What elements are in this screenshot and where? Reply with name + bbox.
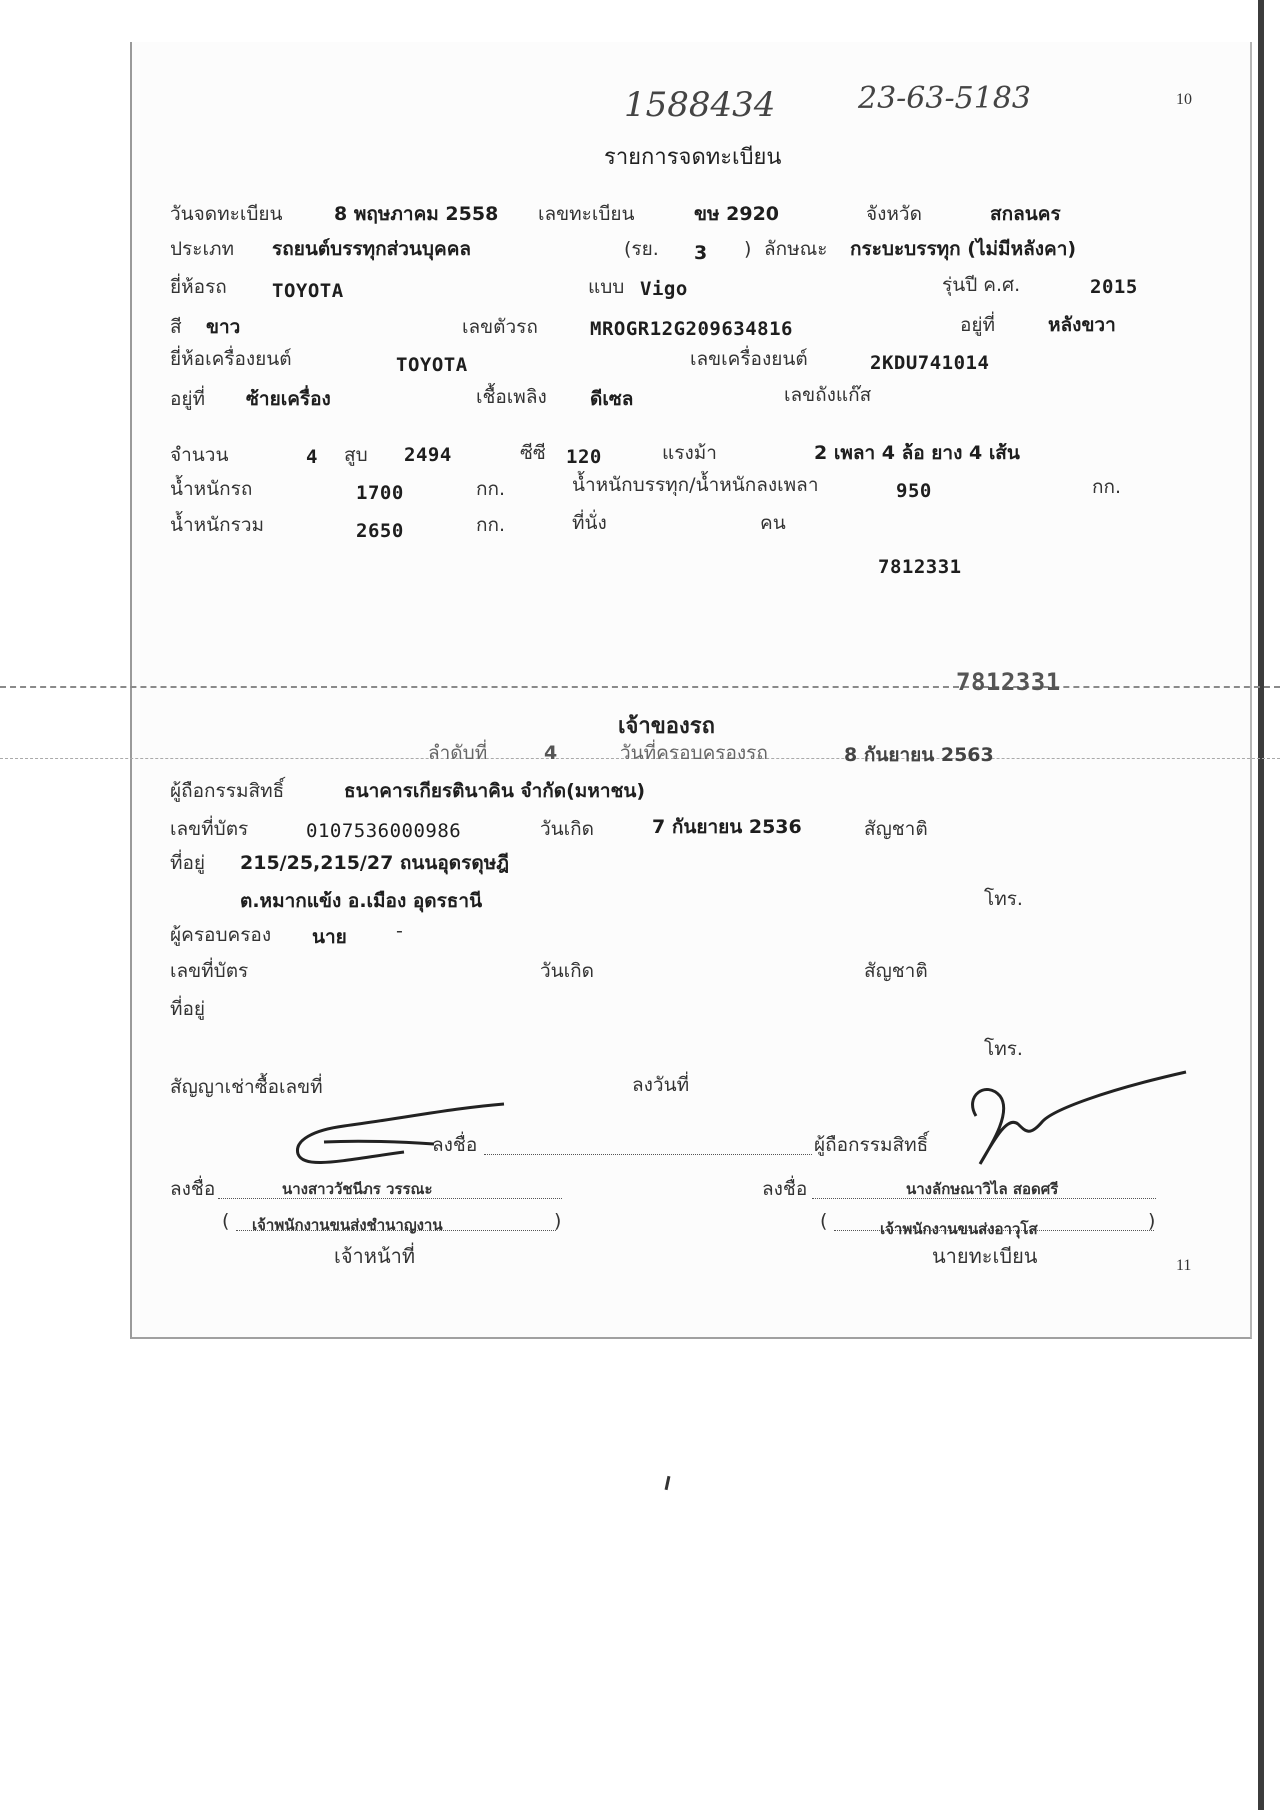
fuel-value: ดีเซล <box>590 388 634 410</box>
cc-value: 120 <box>566 446 602 468</box>
horsepower-label: แรงม้า <box>662 442 717 464</box>
province-label: จังหวัด <box>866 203 922 225</box>
engine-number-value: 2KDU741014 <box>870 352 990 374</box>
phone-label: โทร. <box>984 888 1023 910</box>
right-signature-scribble <box>956 1066 1196 1186</box>
page-number-top: 10 <box>1176 91 1192 108</box>
brand-value: TOYOTA <box>272 280 344 302</box>
model-label: แบบ <box>588 276 625 298</box>
sign-line-mid <box>484 1154 812 1155</box>
left-signature-scribble <box>284 1096 534 1176</box>
seat-label: ที่นั่ง <box>572 512 607 534</box>
load-value: 950 <box>896 480 932 502</box>
address2-label: ที่อยู่ <box>170 998 206 1020</box>
serial-number: 7812331 <box>878 556 962 578</box>
address-label: ที่อยู่ <box>170 852 206 874</box>
province-value: สกลนคร <box>990 203 1061 225</box>
engine-number-label: เลขเครื่องยนต์ <box>690 348 808 370</box>
nationality-label: สัญชาติ <box>864 818 928 840</box>
right-role: นายทะเบียน <box>932 1244 1038 1268</box>
order-value: 4 <box>544 742 558 764</box>
left-sign-label: ลงชื่อ <box>170 1178 216 1200</box>
engine-brand-label: ยี่ห้อเครื่องยนต์ <box>170 348 292 370</box>
engine-brand-value: TOYOTA <box>396 354 468 376</box>
plate-label: เลขทะเบียน <box>538 203 635 225</box>
axle-value: 2 เพลา 4 ล้อ ยาง 4 เส้น <box>814 442 1020 464</box>
total-weight-value: 2650 <box>356 520 404 542</box>
order-label: ลำดับที่ <box>428 742 488 764</box>
right-paren-close: ) <box>1148 1210 1156 1232</box>
address-line2: ต.หมากแข้ง อ.เมือง อุดรธานี <box>240 890 483 912</box>
left-role: เจ้าหน้าที่ <box>334 1244 416 1268</box>
possess-date-label: วันที่ครอบครองรถ <box>620 742 768 764</box>
scan-edge-strip <box>1258 0 1264 1810</box>
reg-date-label: วันจดทะเบียน <box>170 203 283 225</box>
holder-value: ธนาคารเกียรตินาคิน จำกัด(มหาชน) <box>344 780 646 802</box>
reg-date-value: 8 พฤษภาคม 2558 <box>334 203 499 225</box>
page-number-bottom: 11 <box>1176 1257 1192 1274</box>
style-label: ลักษณะ <box>764 238 828 260</box>
address-line1: 215/25,215/27 ถนนอุดรดุษฎี <box>240 852 509 874</box>
cylinder-value: 2494 <box>404 444 452 466</box>
left-paren-open: ( <box>222 1210 230 1232</box>
sign-label-mid: ลงชื่อ <box>432 1134 478 1156</box>
engine-location-label: อยู่ที่ <box>170 388 206 410</box>
id2-label: เลขที่บัตร <box>170 960 249 982</box>
load-unit: กก. <box>1092 476 1122 498</box>
count-value: 4 <box>306 446 318 468</box>
gas-tank-label: เลขถังแก๊ส <box>784 384 872 406</box>
right-signer-position: เจ้าพนักงานขนส่งอาวุโส <box>880 1220 1038 1238</box>
contract-date-label: ลงวันที่ <box>632 1074 690 1096</box>
load-label: น้ำหนักบรรทุก/น้ำหนักลงเพลา <box>572 474 819 496</box>
cylinder-label: สูบ <box>344 444 368 466</box>
ry-close: ) <box>744 238 752 260</box>
count-label: จำนวน <box>170 444 229 466</box>
tear-line <box>0 686 1280 688</box>
possessor-value: นาย <box>312 926 347 948</box>
left-signer-name: นางสาววัชนีภร วรรณะ <box>282 1180 433 1198</box>
brand-label: ยี่ห้อรถ <box>170 276 227 298</box>
scan-speck <box>665 1476 671 1490</box>
right-sign-line <box>812 1198 1156 1199</box>
birth-value: 7 กันยายน 2536 <box>652 816 802 838</box>
seat-unit: คน <box>760 512 786 534</box>
right-sign-label: ลงชื่อ <box>762 1178 808 1200</box>
weight-value: 1700 <box>356 482 404 504</box>
cc-label: ซีซี <box>520 442 546 464</box>
engine-location-value: ซ้ายเครื่อง <box>246 388 331 410</box>
possessor-dash: - <box>396 920 403 942</box>
owner-title: เจ้าของรถ <box>618 714 715 739</box>
style-value: กระบะบรรทุก (ไม่มีหลังคา) <box>850 238 1077 260</box>
chassis-label: เลขตัวรถ <box>462 316 538 338</box>
type-value: รถยนต์บรรทุกส่วนบุคคล <box>272 238 472 260</box>
color-value: ขาว <box>206 316 241 338</box>
phone2-label: โทร. <box>984 1038 1023 1060</box>
birth2-label: วันเกิด <box>540 960 594 982</box>
id-label: เลขที่บัตร <box>170 818 249 840</box>
model-value: Vigo <box>640 278 688 300</box>
holder-label: ผู้ถือกรรมสิทธิ์ <box>170 780 285 802</box>
weight-label: น้ำหนักรถ <box>170 478 253 500</box>
birth-label: วันเกิด <box>540 818 594 840</box>
ry-value: 3 <box>694 242 708 264</box>
handwritten-number-left: 1588434 <box>624 85 776 125</box>
type-label: ประเภท <box>170 238 235 260</box>
total-weight-label: น้ำหนักรวม <box>170 514 265 536</box>
right-signer-name: นางลักษณาวิไล สอดศรี <box>906 1180 1059 1198</box>
left-paren-close: ) <box>554 1210 562 1232</box>
left-sign-line <box>218 1198 562 1199</box>
chassis-value: MROGR12G209634816 <box>590 318 793 340</box>
left-signer-position: เจ้าพนักงานขนส่งชำนาญงาน <box>252 1216 443 1234</box>
id-value: 0107536000986 <box>306 820 462 842</box>
possessor-label: ผู้ครอบครอง <box>170 924 272 946</box>
total-weight-unit: กก. <box>476 514 506 536</box>
weight-unit: กก. <box>476 478 506 500</box>
registration-title: รายการจดทะเบียน <box>604 145 782 170</box>
plate-value: ขษ 2920 <box>694 203 780 225</box>
nationality2-label: สัญชาติ <box>864 960 928 982</box>
ry-label: (รย. <box>624 238 659 260</box>
possess-date-value: 8 กันยายน 2563 <box>844 744 994 766</box>
fuel-label: เชื้อเพลิง <box>476 386 547 408</box>
chassis-location-label: อยู่ที่ <box>960 314 996 336</box>
chassis-location-value: หลังขวา <box>1048 314 1116 336</box>
year-label: รุ่นปี ค.ศ. <box>942 274 1021 296</box>
color-label: สี <box>170 316 182 338</box>
contract-label: สัญญาเช่าซื้อเลขที่ <box>170 1076 323 1098</box>
serial-number-duplicate: 7812331 <box>956 668 1061 696</box>
holder-signature-label: ผู้ถือกรรมสิทธิ์ <box>814 1134 929 1156</box>
handwritten-number-right: 23-63-5183 <box>858 81 1031 116</box>
year-value: 2015 <box>1090 276 1138 298</box>
right-paren-open: ( <box>820 1210 828 1232</box>
